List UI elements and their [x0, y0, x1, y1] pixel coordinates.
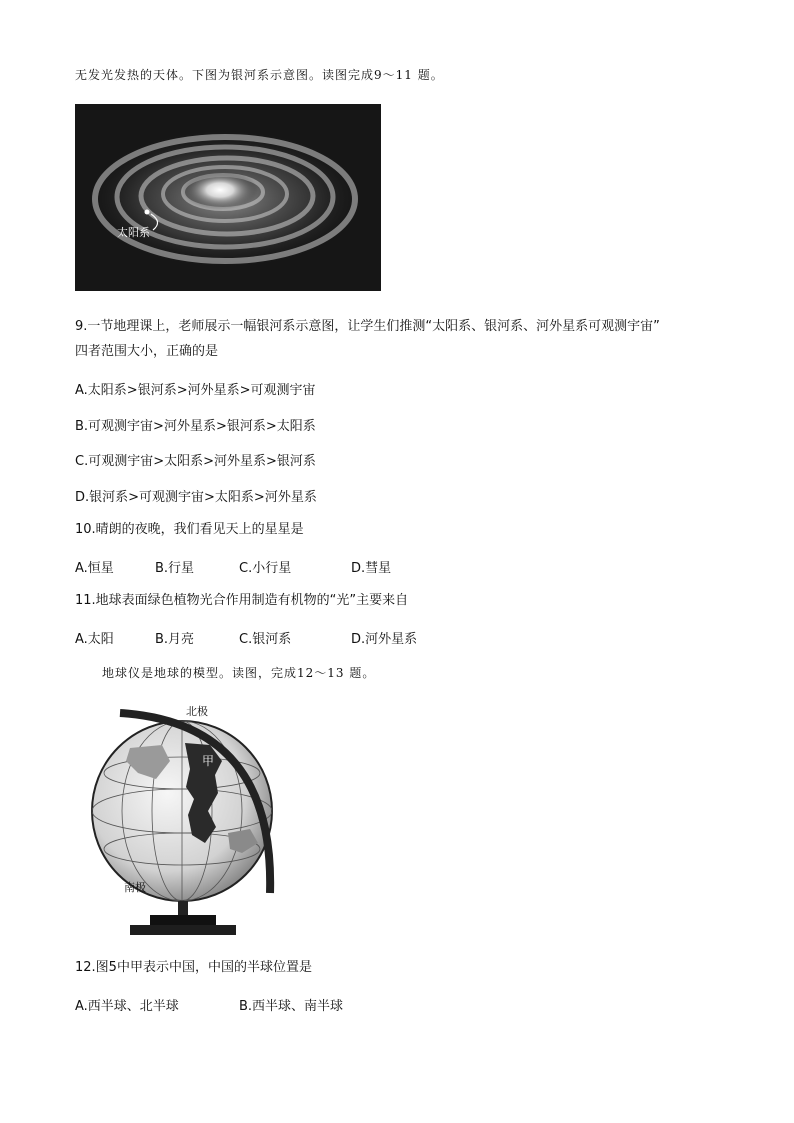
globe-mark-label: 甲 — [202, 754, 215, 768]
q11-option-d: D.河外星系 — [351, 632, 418, 647]
q9-option-b: B.可观测宇宙>河外星系>银河系>太阳系 — [75, 419, 316, 434]
globe-south-label: 南极 — [124, 881, 146, 894]
globe-image — [90, 703, 290, 939]
q9-stem-line2: 四者范围大小，正确的是 — [75, 344, 219, 359]
galaxy-image — [75, 104, 381, 291]
q10-option-a: A.恒星 — [75, 561, 114, 576]
q12-option-b: B.西半球、南半球 — [239, 999, 344, 1014]
q9-option-a: A.太阳系>银河系>河外星系>可观测宇宙 — [75, 383, 316, 398]
q10-option-d: D.彗星 — [351, 561, 392, 576]
q10-option-c: C.小行星 — [239, 561, 292, 576]
q11-option-a: A.太阳 — [75, 632, 114, 647]
q12-option-a: A.西半球、北半球 — [75, 999, 179, 1014]
intro-text-2: 地球仪是地球的模型。读图，完成12～13 题。 — [102, 666, 376, 680]
q11-option-c: C.银河系 — [239, 632, 292, 647]
q11-option-b: B.月亮 — [155, 632, 195, 647]
q9-stem-line1: 9.一节地理课上，老师展示一幅银河系示意图，让学生们推测“太阳系、银河系、河外星系可观测宇宙” — [75, 319, 660, 334]
q9-option-d: D.银河系>可观测宇宙>太阳系>河外星系 — [75, 490, 317, 505]
q12-stem: 12.图5中甲表示中国，中国的半球位置是 — [75, 960, 312, 975]
intro-text: 无发光发热的天体。下图为银河系示意图。读图完成9～11 题。 — [75, 68, 444, 82]
globe-north-label: 北极 — [186, 705, 208, 718]
q10-option-b: B.行星 — [155, 561, 195, 576]
q10-stem: 10.晴朗的夜晚，我们看见天上的星星是 — [75, 522, 304, 537]
galaxy-label-solar-system: 太阳系 — [117, 226, 150, 239]
q9-option-c: C.可观测宇宙>太阳系>河外星系>银河系 — [75, 454, 316, 469]
q11-stem: 11.地球表面绿色植物光合作用制造有机物的“光”主要来自 — [75, 593, 409, 608]
